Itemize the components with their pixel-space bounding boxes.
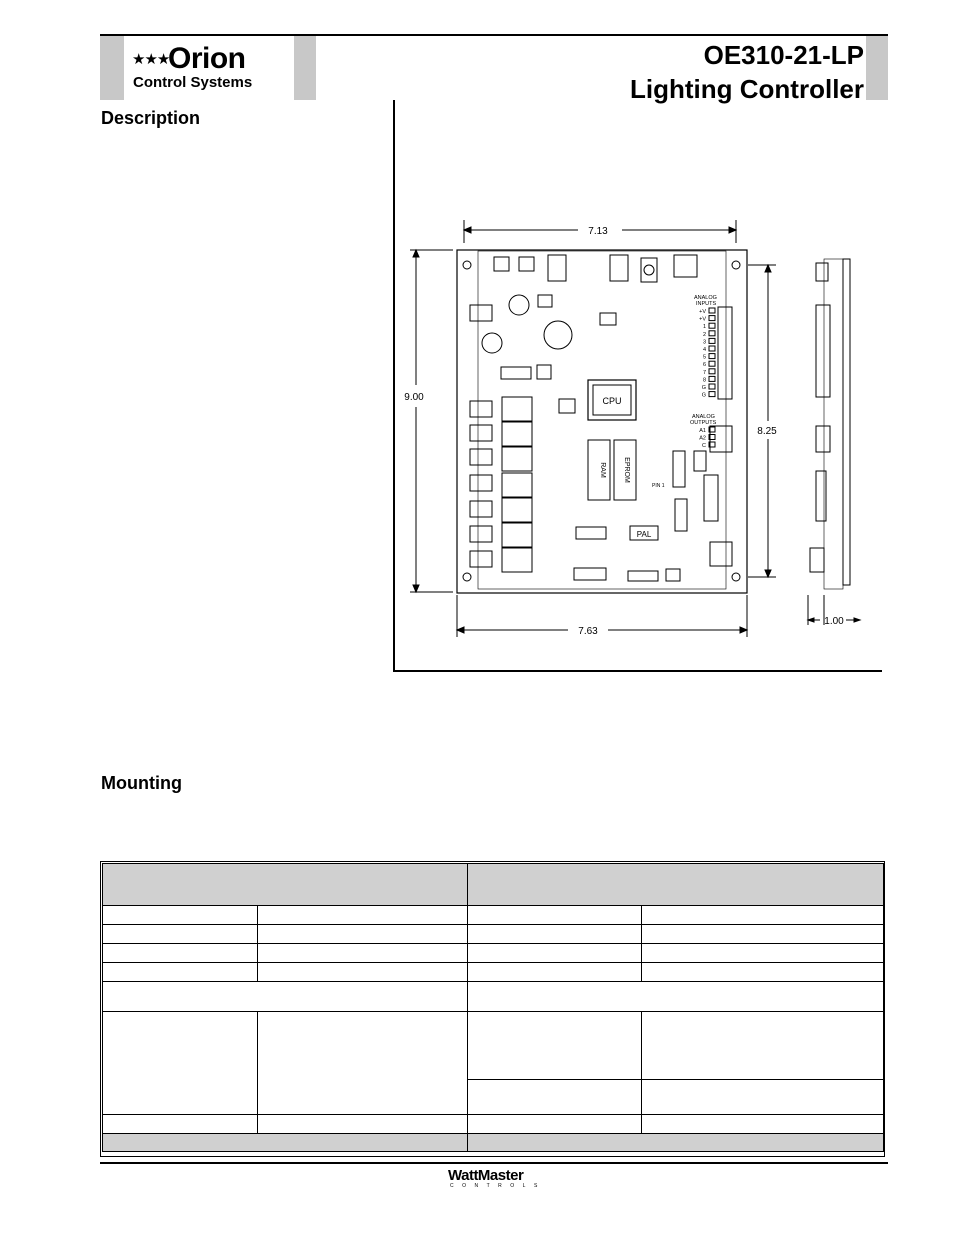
table-row: [103, 944, 884, 963]
table-row: [103, 963, 884, 982]
mounting-heading: Mounting: [101, 773, 182, 793]
logo-name: Orion: [168, 42, 246, 75]
spec-table: [102, 863, 884, 1152]
dim-right-label: 8.25: [757, 426, 777, 437]
footer-rule: [100, 1162, 888, 1164]
terminal-label: 7: [702, 369, 706, 376]
header-gray-right: [866, 36, 888, 100]
analog-inputs-terminal: [718, 307, 732, 399]
analog-inputs-label-1: ANALOG: [694, 295, 717, 301]
dim-left-label: 9.00: [404, 392, 424, 403]
eprom-label: EPROM: [623, 457, 630, 483]
terminal-screw: [709, 376, 715, 381]
board-side-view: [808, 259, 860, 627]
analog-inputs-label-2: INPUTS: [696, 301, 717, 307]
dim-top-label: 7.13: [588, 226, 608, 237]
board-dimension-drawing: [398, 215, 868, 645]
table-row: [103, 906, 884, 925]
star-icon: ★★★: [132, 51, 170, 68]
terminal-label: 1: [702, 324, 706, 331]
table-row: [103, 1115, 884, 1134]
analog-outputs-label-1: ANALOG: [692, 414, 715, 420]
terminal-label: +V: [699, 309, 706, 315]
title-line-2: Lighting Controller: [630, 74, 864, 104]
title-line-1: OE310-21-LP: [703, 40, 864, 70]
terminal-screw: [709, 323, 715, 328]
header-gray-left: [100, 36, 124, 100]
header-gray-mid: [294, 36, 316, 100]
analog-input-terminal-labels: [699, 308, 715, 399]
cpu-label: CPU: [602, 396, 622, 406]
table-row: [103, 1134, 884, 1152]
terminal-screw: [709, 361, 715, 366]
description-heading: Description: [101, 108, 201, 128]
terminal-label: 4: [702, 347, 706, 353]
terminal-screw: [709, 346, 715, 351]
ram-label: RAM: [599, 462, 606, 478]
terminal-screw: [709, 369, 715, 374]
terminal-screw: [709, 354, 715, 359]
spec-header-right: [467, 864, 883, 906]
terminal-label: 8: [702, 377, 706, 384]
terminal-screw: [709, 331, 715, 336]
spec-table-header-row: [103, 864, 884, 906]
terminal-screw: [709, 338, 715, 343]
terminal-label: 2: [702, 331, 706, 338]
terminal-screw: [709, 384, 715, 389]
spec-header-left: [103, 864, 468, 906]
dim-side-label: 1.00: [824, 616, 844, 627]
dim-right-group: [748, 265, 777, 577]
analog-output-terminal-labels: [699, 427, 715, 449]
relay-column: [502, 397, 532, 572]
terminal-label: A2: [699, 435, 706, 442]
figure-frame-bottom: [393, 670, 882, 672]
logo-tagline: Control Systems: [133, 74, 253, 91]
wattmaster-logo: WattMaster: [448, 1167, 524, 1184]
pin1-label: PIN 1: [652, 483, 665, 489]
terminal-label: 3: [702, 339, 706, 346]
terminal-label: +V: [699, 316, 706, 323]
terminal-screw: [709, 392, 715, 397]
analog-outputs-label-2: OUTPUTS: [690, 420, 717, 426]
table-row: [103, 925, 884, 944]
dim-left-group: [404, 250, 453, 592]
terminal-label: C: [702, 443, 706, 449]
terminal-label: A1: [699, 428, 706, 434]
dim-bottom-group: [457, 595, 747, 637]
terminal-screw: [709, 316, 715, 321]
table-row: [103, 982, 884, 1012]
terminal-label: G: [701, 392, 706, 399]
terminal-label: G: [701, 385, 706, 391]
dim-bottom-label: 7.63: [578, 626, 598, 637]
wattmaster-logo-sub: CONTROLS: [450, 1183, 546, 1189]
figure-frame-left: [393, 100, 395, 672]
dim-top-group: [464, 220, 736, 243]
table-row: [103, 1012, 884, 1080]
page-title: [624, 38, 864, 106]
terminal-screw: [709, 308, 715, 313]
left-terminal-blocks: [470, 305, 492, 567]
orion-logo: [124, 36, 294, 100]
pal-label: PAL: [636, 530, 652, 539]
terminal-label: 5: [702, 354, 706, 361]
terminal-label: 6: [702, 362, 706, 369]
